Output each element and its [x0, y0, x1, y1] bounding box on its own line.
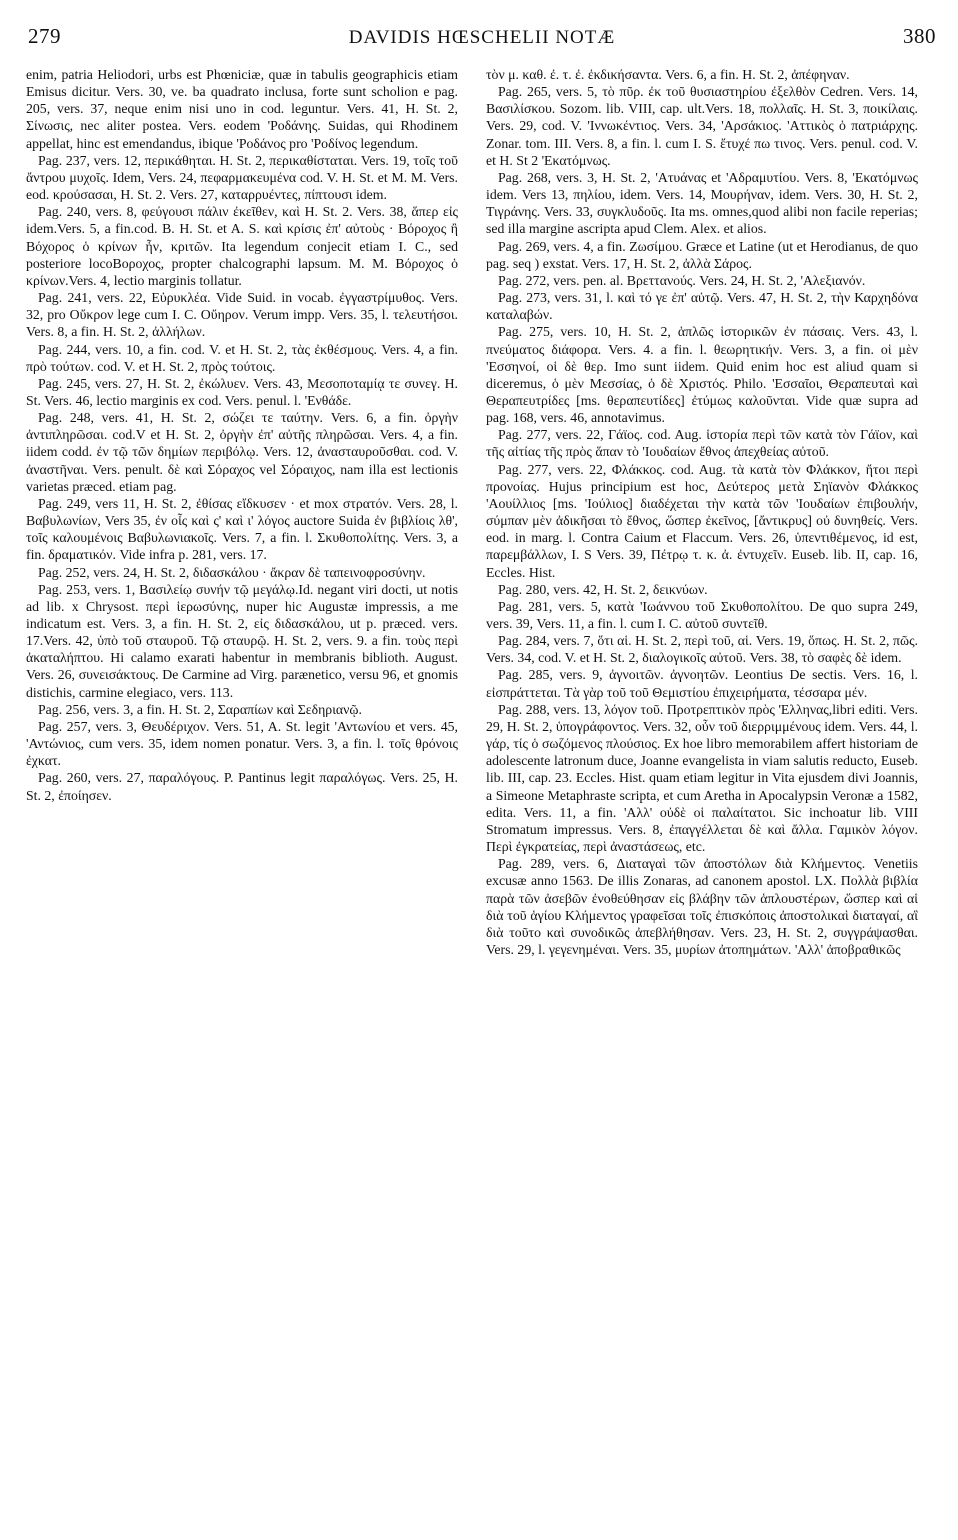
paragraph: enim, patria Heliodori, urbs est Phœniciæ, quæ in tabulis geographicis etiam Emisus dicitur. Vers. 30, ve. ba quadrato inclusa, forte sunt scholion e pag. 205, vers. 37, neque enim nisi uno in cod. leguntur. Vers. 41, H. St. 2, Σίνωσις, nec aliter postea. Vers. eodem 'Ροδάνης. Suidas, qui Rhodinem appellat, hinc est emendandus, ibique 'Ροδάνος pro 'Ροδίνος legendum.	[26, 67, 458, 151]
paragraph: Pag. 289, vers. 6, Διαταγαὶ τῶν ἀποστόλων διὰ Κλήμεντος. Venetiis excusæ anno 1563. De illis Zonaras, ad canonem apostol. LX. Πολλὰ βιβλία παρὰ τῶν ἀσεβῶν ἐνοθεύθησαν εἰς βλάβην τῶν ἁπλουστέρων, ὥσπερ καὶ αἱ διὰ τοῦ ἁγίου Κλήμεντος γραφεῖσαι τοῖς ἐπισκόποις ἀποστολικαὶ διαταγαί, αἳ διὰ τοῦτο καὶ συνοδικῶς ἀπεβλήθησαν. Vers. 23, H. St. 2, συγγράψασθαι. Vers. 29, l. γεγενημέναι. Vers. 35, μυρίων ἀτοπημάτων. 'Αλλ' ἀποβραθικῶς	[486, 856, 918, 957]
right-column	[486, 66, 918, 1526]
paragraph: Pag. 277, vers. 22, Φλάκκος. cod. Aug. τὰ κατὰ τὸν Φλάκκον, ἤτοι περὶ προνοίας. Hujus principium est hoc, Δεύτερος μετὰ Σηϊανὸν Φλάκκος 'Αουίλλιος [ms. 'Ιούλιος] διαδέχεται τὴν κατὰ τῶν 'Ιουδαίων ἐπιβουλήν, σύμπαν μὲν ἀδικῆσαι τὸ ἔθνος, ὥσπερ ἐκεῖνος, [ἄντικρυς] οὐ δυνηθείς. Vers. eod. in marg. l. Contra Caium et Flaccum. Vers. 26, ὑπεντιθέμενος, id est, παρεμβάλλων, I. S Vers. 39, Πέτρῳ τ. κ. ἀ. ἐντυχεῖν. Euseb. lib. II, cap. 16, Eccles. Hist.	[486, 461, 918, 580]
paragraph: Pag. 265, vers. 5, τὸ πῦρ. ἐκ τοῦ θυσιαστηρίου ἐξελθὸν Cedren. Vers. 14, Βασιλίσκου. Sozom. lib. VIII, cap. ult.Vers. 18, πολλαῖς. H. St. 3, ποικίλαις. Vers. 29, cod. V. 'Ιννωκέντιος. Vers. 34, 'Αρσάκιος. 'Αττικὸς ὁ πατριάρχης. Zonar. tom. III. Vers. 8, a fin. l. cum I. S. ἔτυχέ πω τινος. Vers. penul. cod. V. et H. St 2 'Εκατόμνως.	[486, 84, 918, 168]
paragraph: Pag. 269, vers. 4, a fin. Ζωσίμου. Græce et Latine (ut et Herodianus, de quo pag. seq ) exstat. Vers. 17, H. St. 2, ἀλλὰ Σάρος.	[486, 238, 918, 271]
paragraph: Pag. 285, vers. 9, ἀγνοιτῶν. ἀγνοητῶν. Leontius De sectis. Vers. 16, l. εἰσπράττεται. Τὰ γὰρ τοῦ τοῦ Θεμιστίου ἐπιχειρήματα, τέσσαρα μέν.	[486, 667, 918, 700]
paragraph: Pag. 260, vers. 27, παραλόγους. P. Pantinus legit παραλόγως. Vers. 25, H. St. 2, ἐποίησεν.	[26, 770, 458, 803]
paragraph: Pag. 253, vers. 1, Βασιλείῳ συνήν τῷ μεγάλῳ.Id. negant viri docti, ut notis ad lib. x Chrysost. περὶ ἱερωσύνης, nuper hic Augustæ impressis, a me indicatum est. Vers. 3, a fin. H. St. 2, εἰς διδασκάλου, ut p. præced. vers. 17.Vers. 42, ὑπὸ τοῦ σταυροῦ. Τῷ σταυρῷ. H. St. 2, vers. 9. a fin. τοὺς περὶ ἀκαταλήπτου. Hi calamo exarati habentur in membranis biblioth. August. Vers. 26, συνεισάκτους. De Carmine ad Virg. parænetico, versu 96, et gnomis distichis, carmine elegiaco, vers. 113.	[26, 581, 458, 700]
page-number-left: 279	[28, 24, 61, 48]
paragraph: Pag. 240, vers. 8, φεύγουσι πάλιν ἐκεῖθεν, καὶ H. St. 2. Vers. 38, ἅπερ εἰς idem.Vers. 5, a fin.cod. B. H. St. et A. S. καὶ κρίσις ἐπ' αὐτοὺς · Βόροχος ἢ Βόχορος ὁ κρίνων ἦν, κριτῶν. Ita legendum conjecit etiam I. C., sed posteriore locoΒοροχος, propter chalcographi lapsum. M. M. Βόροχος ὁ κρίνων.Vers. 4, lectio marginis tollatur.	[26, 204, 458, 288]
paragraph: Pag. 277, vers. 22, Γάϊος. cod. Aug. ἱστορία περὶ τῶν κατὰ τὸν Γάϊον, καὶ τῆς αἰτίας τῆς πρὸς ἅπαν τὸ 'Ιουδαίων ἔθνος ἀπεχθείας αὐτοῦ.	[486, 427, 918, 460]
paragraph: τὸν μ. καθ. ἐ. τ. ἐ. ἐκδικήσαντα. Vers. 6, a fin. H. St. 2, ἀπέφηναν.	[486, 67, 850, 82]
page-header	[28, 24, 936, 58]
paragraph: Pag. 248, vers. 41, H. St. 2, σώζει τε ταύτην. Vers. 6, a fin. ὀργὴν ἀντιπληρῶσαι. cod.V et H. St. 2, ὀργὴν ἐπ' αὐτῆς πληρῶσαι. Vers. 4, a fin. iidem codd. ἐν τῷ τῶν δημίων περιβόλῳ. Vers. 12, ἀνασταυροῦσθαι. cod. V. ἀναστῆναι. Vers. penult. δὲ καὶ Σόραχος vel Σόραιχος, nam illa est lectionis varietas præced. etiam pag.	[26, 410, 458, 494]
page-number-right: 380	[902, 24, 936, 48]
paragraph: Pag. 245, vers. 27, H. St. 2, ἐκώλυεν. Vers. 43, Μεσοποταμίᾳ τε συνεγ. H. St. Vers. 46, lectio marginis ex cod. Vers. penul. l. 'Ενθάδε.	[26, 375, 458, 408]
paragraph: Pag. 281, vers. 5, κατὰ 'Ιωάννου τοῦ Σκυθοπολίτου. De quo supra 249, vers. 39, Vers. 11, a fin. l. cum I. C. αὐτοῦ συντεῖθ.	[486, 598, 918, 631]
paragraph: Pag. 273, vers. 31, l. καὶ τό γε ἐπ' αὐτῷ. Vers. 47, H. St. 2, τὴν Καρχηδόνα καταλαβών.	[486, 290, 918, 323]
running-title: DAVIDIS HŒSCHELII NOTÆ	[348, 27, 616, 48]
paragraph: Pag. 241, vers. 22, Εὐρυκλέα. Vide Suid. in vocab. ἐγγαστρίμυθος. Vers. 32, pro Οὔκρον lege cum I. C. Οὔηρον. Verum impp. Vers. 35, l. τελευτήσοι. Vers. 8, a fin. H. St. 2, ἀλλήλων.	[26, 290, 458, 340]
paragraph: Pag. 257, vers. 3, Θευδέριχον. Vers. 51, A. St. legit 'Αντωνίου et vers. 45, 'Αντώνιος, cum vers. 35, idem nomen ponatur. Vers. 3, a fin. l. τοῖς θρόνοις ἐχκατ.	[26, 718, 458, 769]
paragraph: Pag. 288, vers. 13, λόγον τοῦ. Προτρεπτικὸν πρὸς 'Ελληνας,libri editi. Vers. 29, H. St. 2, ὑπογράφοντος. Vers. 32, οὖν τοῦ διερριμμένους idem. Vers. 44, l. γάρ, τίς ὁ σωζόμενος πλούσιος. Ex hoe libro memorabilem affert historiam de adolescente latronum duce, Joanne evangelista in viam salutis reducto, Euseb. lib. III, cap. 23. Eccles. Hist. quam etiam legitur in Vita ejusdem divi Joannis, a Simeone Metaphraste scripta, et cum Aretha in Apocalypsin Veronæ a 1582, edita. Vers. 11, a fin. 'Αλλ' οὐδὲ οἱ παλαίτατοι. Sic inchoatur lib. VIII Stromatum impressus. Vers. 8, ἐπαγγέλλεται δὲ καὶ ἄλλα. Γαμικὸν λόγον. Περὶ ἐγκρατείας, περὶ ἀναστάσεως, etc.	[486, 701, 918, 855]
paragraph: Pag. 237, vers. 12, περικάθηται. H. St. 2, περικαθίσταται. Vers. 19, τοῖς τοῦ ἄντρου μυχοῖς. Idem, Vers. 24, πεφαρμακευμένα cod. V. H. St. et M. M. Vers. eod. κρούσασαι, H. St. 2. Vers. 27, καταρρυέντες, πίπτουσι idem.	[26, 152, 458, 203]
left-column	[26, 66, 458, 1526]
paragraph: Pag. 272, vers. pen. al. Βρεττανούς. Vers. 24, H. St. 2, 'Αλεξιανόν.	[498, 272, 866, 288]
paragraph: Pag. 280, vers. 42, H. St. 2, δεικνύων.	[498, 581, 708, 597]
paragraph: Pag. 252, vers. 24, H. St. 2, διδασκάλου · ἄκραν δὲ ταπεινοφροσύνην.	[38, 564, 426, 580]
paragraph: Pag. 249, vers 11, H. St. 2, ἐθίσας εἴδκυσεν · et mox στρατόν. Vers. 28, l. Βαβυλωνίων, Vers 35, ἐν οἷς καὶ ς' καὶ ι' λόγος auctore Suida ἐν βιβλίοις λθ', τοῖς καλουμένοις Βαβυλωνιακοῖς. Vers. 7, a fin. l. Σκυθοπολίτης. Vers. 3, a fin. δραματικόν. Vide infra p. 281, vers. 17.	[26, 495, 458, 563]
paragraph: Pag. 244, vers. 10, a fin. cod. V. et H. St. 2, τὰς ἐκθέσμους. Vers. 4, a fin. πρὸ τούτων. cod. V. et H. St. 2, πρὸς τούτοις.	[26, 341, 458, 374]
paragraph: Pag. 275, vers. 10, H. St. 2, ἁπλῶς ἱστορικῶν ἐν πάσαις. Vers. 43, l. πνεύματος διάφορα. Vers. 4. a fin. l. θεωρητικήν. Vers. 3, a fin. οἱ μὲν 'Εσσηνοί, οἱ δὲ θερ. Imo sunt iidem. Quid enim hoc est aliud quam si diceremus, ὁ μὲν Μεσσίας, ὁ δὲ Χριστός. Philo. 'Εσσαῖοι, Θεραπευταὶ καὶ Θεραπευτρίδες [ms. θεραπευτίδες] ἐτύμως καλοῦνται. Vide quæ supra ad pag. 168, vers. 46, annotavimus.	[486, 324, 918, 426]
paragraph: Pag. 268, vers. 3, H. St. 2, 'Ατυάνας et 'Αδραμυτίου. Vers. 8, 'Εκατόμνως idem. Vers 13, πηλίου, idem. Vers. 14, Μουρήναν, idem. Vers. 30, H. St. 2, Τιγράνης. Vers. 33, συγκλυδοῦς. Ita ms. omnes,quod alibi non facile reperias; sed illa margine ascripta apud Clem. Alex. et alios.	[486, 169, 918, 237]
paragraph: Pag. 284, vers. 7, ὅτι αἱ. H. St. 2, περὶ τοῦ, αἱ. Vers. 19, ὅπως. H. St. 2, πῶς. Vers. 34, cod. V. et H. St. 2, διαλογικοῖς αὐτοῦ. Vers. 38, τὸ σαφὲς δὲ idem.	[486, 633, 918, 666]
paragraph: Pag. 256, vers. 3, a fin. H. St. 2, Σαραπίων καὶ Σεδηριανῷ.	[38, 701, 362, 717]
